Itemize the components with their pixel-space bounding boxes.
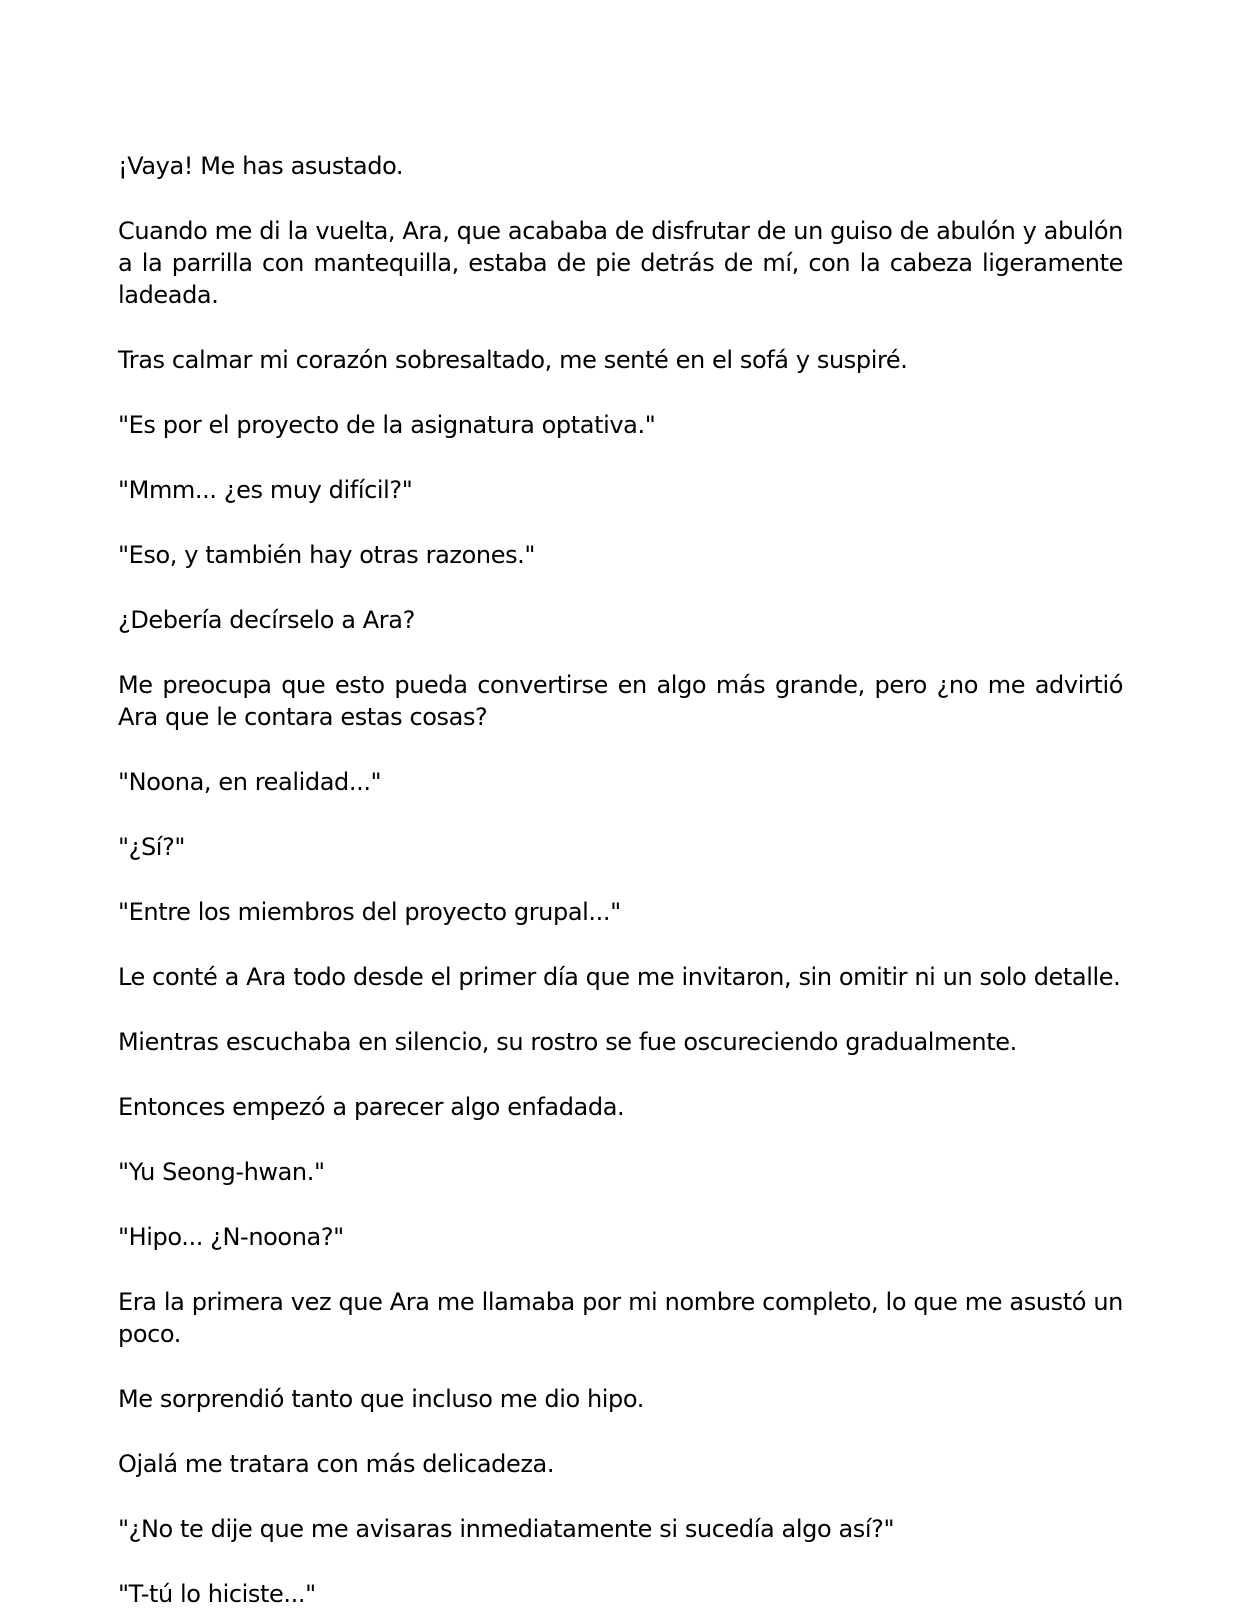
paragraph: "Mmm... ¿es muy difícil?" bbox=[118, 476, 413, 504]
paragraph: Me preocupa que esto pueda convertirse en algo más grande, pero ¿no me advirtió Ara que le contara estas cosas? bbox=[118, 671, 1123, 731]
paragraph: Entonces empezó a parecer algo enfadada. bbox=[118, 1093, 625, 1121]
paragraph: Me sorprendió tanto que incluso me dio hipo. bbox=[118, 1385, 644, 1413]
paragraph: Tras calmar mi corazón sobresaltado, me senté en el sofá y suspiré. bbox=[118, 346, 908, 374]
paragraph: ¿Debería decírselo a Ara? bbox=[118, 606, 415, 634]
paragraph: Cuando me di la vuelta, Ara, que acababa de disfrutar de un guiso de abulón y abulón a la parrilla con mantequilla, estaba de pie detrás de mí, con la cabeza ligeramente ladeada. bbox=[118, 217, 1123, 309]
paragraph: ¡Vaya! Me has asustado. bbox=[118, 152, 404, 180]
paragraph: "¿No te dije que me avisaras inmediatamente si sucedía algo así?" bbox=[118, 1515, 895, 1543]
paragraph: Era la primera vez que Ara me llamaba por mi nombre completo, lo que me asustó un poco. bbox=[118, 1288, 1123, 1348]
document-body bbox=[118, 150, 1123, 1620]
paragraph: "Hipo... ¿N-noona?" bbox=[118, 1223, 344, 1251]
paragraph: "T-tú lo hiciste..." bbox=[118, 1580, 316, 1608]
paragraph: "Entre los miembros del proyecto grupal..." bbox=[118, 898, 621, 926]
paragraph: "¿Sí?" bbox=[118, 833, 186, 861]
paragraph: Ojalá me tratara con más delicadeza. bbox=[118, 1450, 555, 1478]
paragraph: "Es por el proyecto de la asignatura optativa." bbox=[118, 411, 656, 439]
paragraph: "Eso, y también hay otras razones." bbox=[118, 541, 536, 569]
paragraph: Mientras escuchaba en silencio, su rostro se fue oscureciendo gradualmente. bbox=[118, 1028, 1017, 1056]
paragraph: "Yu Seong-hwan." bbox=[118, 1158, 325, 1186]
paragraph: "Noona, en realidad..." bbox=[118, 768, 382, 796]
paragraph: Le conté a Ara todo desde el primer día que me invitaron, sin omitir ni un solo detalle. bbox=[118, 963, 1121, 991]
